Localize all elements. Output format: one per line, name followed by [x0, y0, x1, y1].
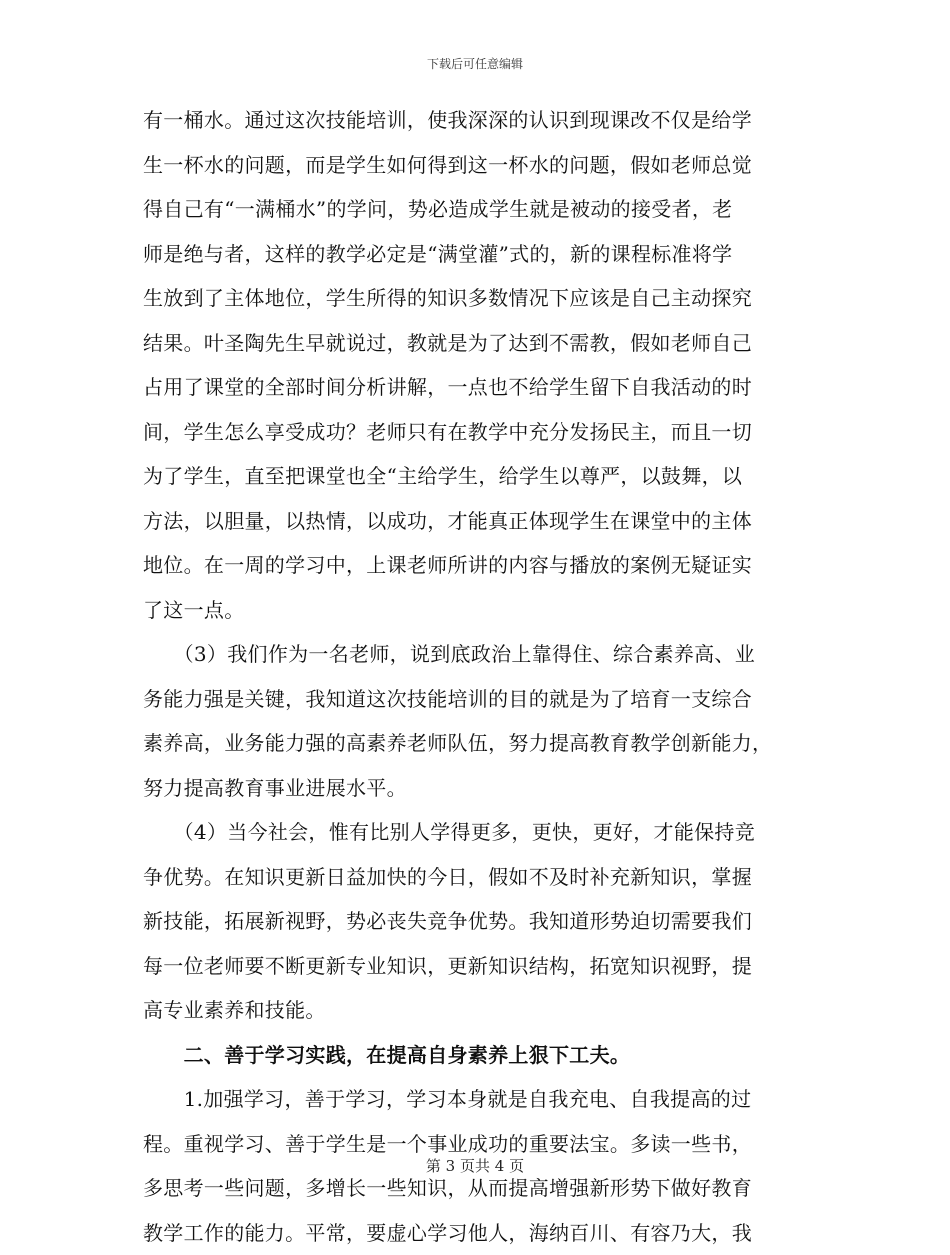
- body-line: 每一位老师要不断更新专业知识，更新知识结构，拓宽知识视野，提: [143, 944, 807, 989]
- body-line: 1.加强学习，善于学习，学习本身就是自我充电、自我提高的过: [143, 1077, 807, 1122]
- body-line: 结果。叶圣陶先生早就说过，教就是为了达到不需教，假如老师自己: [143, 321, 807, 366]
- body-line: 教学工作的能力。平常，要虚心学习他人，海纳百川、有容乃大，我: [143, 1211, 807, 1255]
- document-body: [143, 98, 807, 1255]
- body-line: 师是绝与者，这样的教学必定是“满堂灌”式的，新的课程标准将学: [143, 232, 807, 277]
- body-line: 高专业素养和技能。: [143, 988, 807, 1033]
- body-line: （4）当今社会，惟有比别人学得更多，更快，更好，才能保持竞: [143, 810, 807, 855]
- body-line: 方法，以胆量，以热情，以成功，才能真正体现学生在课堂中的主体: [143, 499, 807, 544]
- body-line: 新技能，拓展新视野，势必丧失竞争优势。我知道形势迫切需要我们: [143, 899, 807, 944]
- body-line: 生一杯水的问题，而是学生如何得到这一杯水的问题，假如老师总觉: [143, 143, 807, 188]
- body-line: 多思考一些问题，多增长一些知识，从而提高增强新形势下做好教育: [143, 1166, 807, 1211]
- body-line: 得自己有“一满桶水”的学问，势必造成学生就是被动的接受者，老: [143, 187, 807, 232]
- body-line: 了这一点。: [143, 588, 807, 633]
- body-line: 间，学生怎么享受成功？老师只有在教学中充分发扬民主，而且一切: [143, 410, 807, 455]
- body-line: 有一桶水。通过这次技能培训，使我深深的认识到现课改不仅是给学: [143, 98, 807, 143]
- body-line: 努力提高教育事业进展水平。: [143, 766, 807, 811]
- body-line: 生放到了主体地位，学生所得的知识多数情况下应该是自己主动探究: [143, 276, 807, 321]
- body-line: 占用了课堂的全部时间分析讲解，一点也不给学生留下自我活动的时: [143, 365, 807, 410]
- page-header-note: 下载后可任意编辑: [0, 55, 950, 72]
- body-line: （3）我们作为一名老师，说到底政治上靠得住、综合素养高、业: [143, 632, 807, 677]
- body-line: 素养高，业务能力强的高素养老师队伍，努力提高教育教学创新能力，: [143, 721, 807, 766]
- body-line: 地位。在一周的学习中，上课老师所讲的内容与播放的案例无疑证实: [143, 543, 807, 588]
- body-line: 争优势。在知识更新日益加快的今日，假如不及时补充新知识，掌握: [143, 855, 807, 900]
- body-line: 为了学生，直至把课堂也全“主给学生，给学生以尊严，以鼓舞，以: [143, 454, 807, 499]
- body-line: 程。重视学习、善于学生是一个事业成功的重要法宝。多读一些书，: [143, 1122, 807, 1167]
- page-number-footer: 第 3 页共 4 页: [0, 1155, 950, 1176]
- section-heading: 二、善于学习实践，在提高自身素养上狠下工夫。: [143, 1033, 807, 1078]
- body-line: 务能力强是关键，我知道这次技能培训的目的就是为了培育一支综合: [143, 677, 807, 722]
